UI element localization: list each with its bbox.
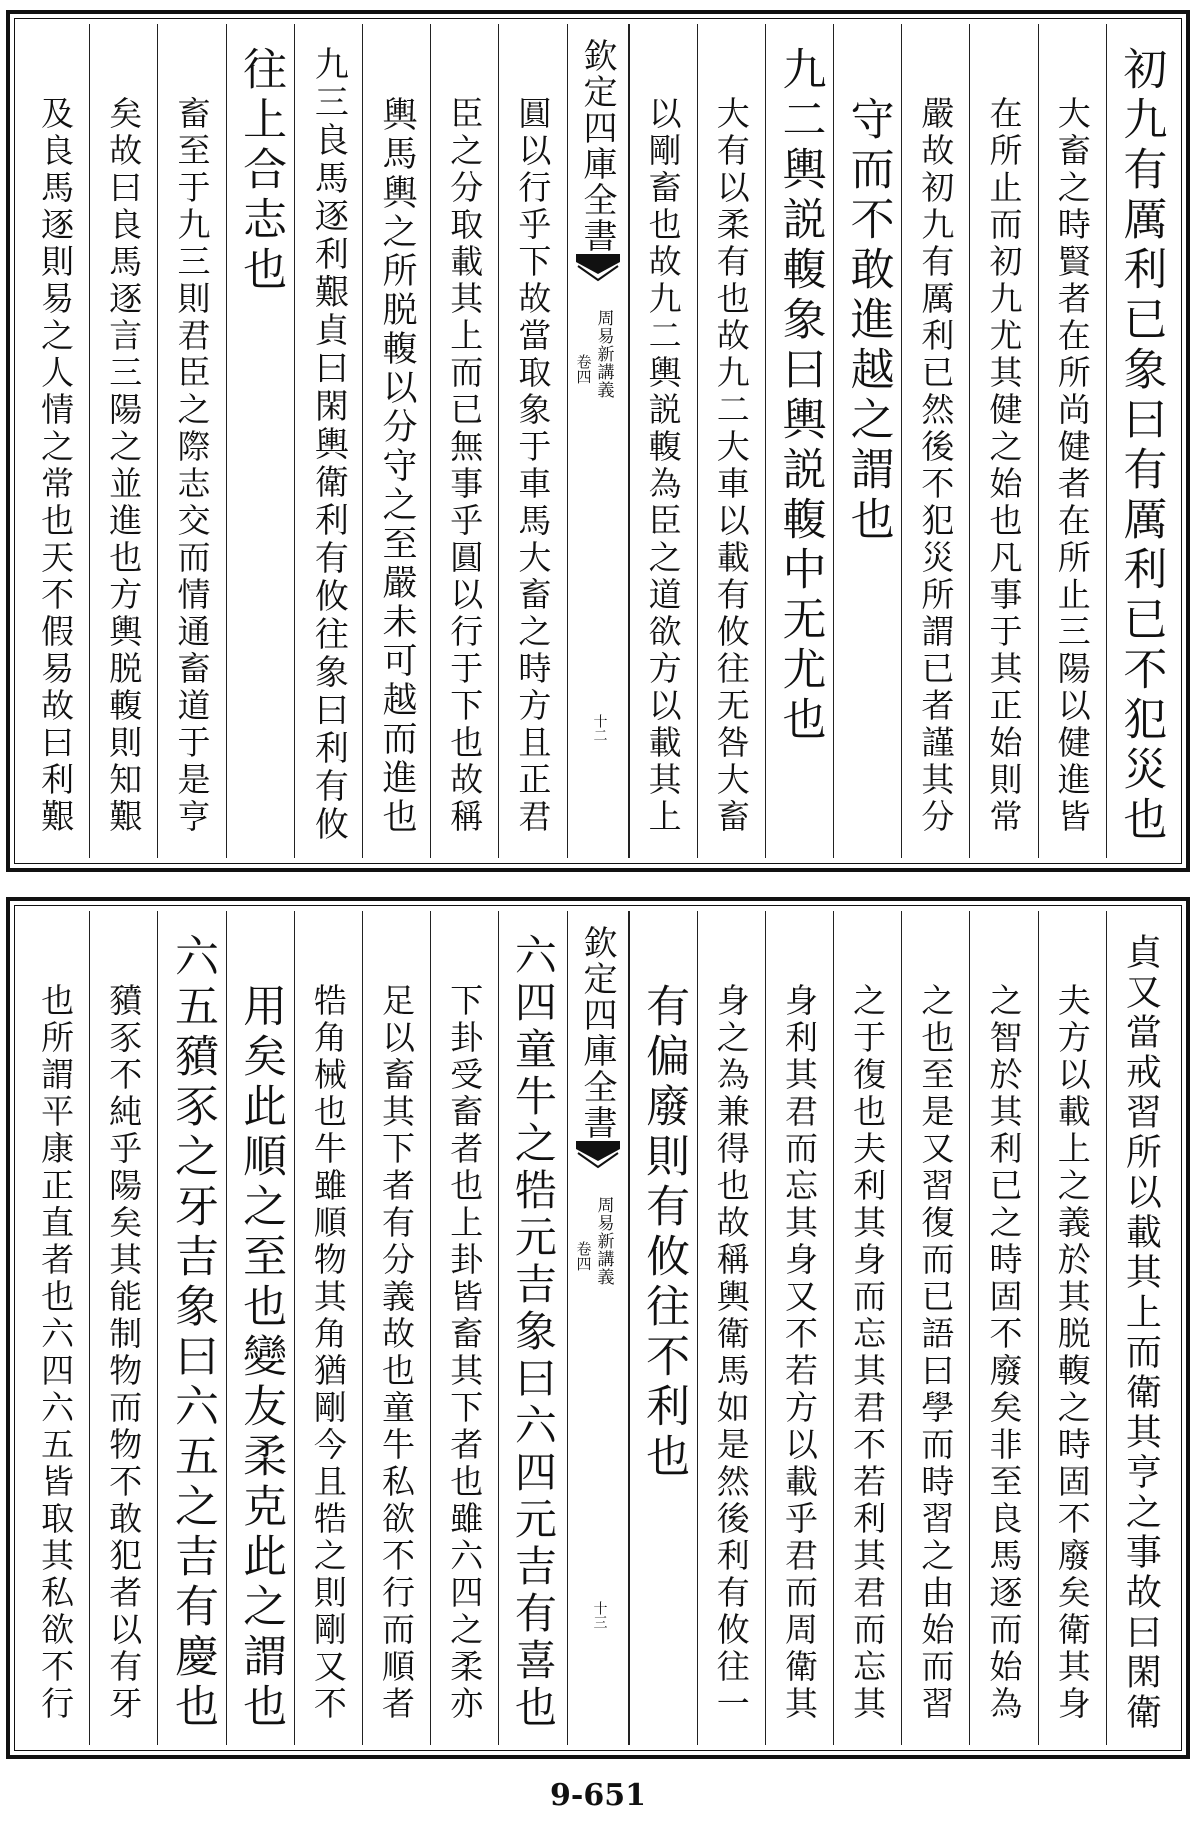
column-text: 身之為兼得也故稱輿衛馬如是然後利有攸往一 xyxy=(711,983,751,1723)
text-column xyxy=(294,24,362,858)
center-banner xyxy=(567,911,629,1745)
column-text: 之于復也夫利其身而忘其君不若利其君而忘其 xyxy=(848,983,888,1723)
text-column xyxy=(362,24,430,858)
column-text: 貞又當戒習所以載其上而衛其亨之事故曰閑衛 xyxy=(1120,933,1162,1733)
text-column xyxy=(833,24,901,858)
upper-page-columns xyxy=(22,24,1174,858)
text-column xyxy=(294,911,362,1745)
text-column xyxy=(765,911,833,1745)
text-column xyxy=(157,911,225,1745)
banner-book-title: 周易新講義 xyxy=(593,309,614,399)
text-column xyxy=(629,911,697,1745)
column-text: 之智於其利已之時固不廢矣非至良馬逐而始為 xyxy=(984,983,1024,1723)
page-number: 9-651 xyxy=(550,1778,646,1813)
column-text: 足以畜其下者有分義故也童牛私欲不行而順者 xyxy=(377,983,417,1723)
column-text: 圓以行乎下故當取象于車馬大畜之時方且正君 xyxy=(513,96,553,836)
text-column xyxy=(1038,24,1106,858)
text-column xyxy=(697,911,765,1745)
column-text: 在所止而初九尤其健之始也凡事于其正始則常 xyxy=(984,96,1024,836)
text-column xyxy=(498,911,566,1745)
text-column xyxy=(969,24,1037,858)
column-text: 輿馬輿之所脱輹以分守之至嚴未可越而進也 xyxy=(377,96,418,837)
banner-title: 欽定四庫全書 xyxy=(577,38,617,254)
column-text: 臣之分取載其上而已無事乎圓以行于下也故稱 xyxy=(445,96,485,836)
text-column xyxy=(22,24,89,858)
text-column xyxy=(1038,911,1106,1745)
column-text: 畜至于九三則君臣之際志交而情通畜道于是亨 xyxy=(172,96,212,836)
text-column xyxy=(969,911,1037,1745)
column-text: 牿角械也牛雖順物其角猶剛今且牿之則剛又不 xyxy=(308,983,348,1723)
column-text: 身利其君而忘其身又不若方以載乎君而周衛其 xyxy=(779,983,819,1723)
column-text: 九三良馬逐利艱貞曰閑輿衛利有攸往象曰利有攸 xyxy=(308,46,349,844)
column-text: 守而不敢進越之謂也 xyxy=(842,96,894,546)
text-column xyxy=(629,24,697,858)
text-column xyxy=(901,911,969,1745)
column-text: 大畜之時賢者在所尚健者在所止三陽以健進皆 xyxy=(1052,96,1092,836)
upper-page xyxy=(6,10,1190,872)
banner-volume: 卷四 xyxy=(574,354,593,384)
text-column xyxy=(430,911,498,1745)
text-column xyxy=(697,24,765,858)
column-text: 下卦受畜者也上卦皆畜其下者也雖六四之柔亦 xyxy=(445,983,485,1723)
column-text: 初九有厲利已象曰有厲利已不犯災也 xyxy=(1115,46,1167,846)
text-column xyxy=(226,911,294,1745)
column-text: 之也至是又習復而已語曰學而時習之由始而習 xyxy=(916,983,956,1723)
text-column xyxy=(89,24,157,858)
column-text: 有偏廢則有攸往不利也 xyxy=(638,983,690,1483)
text-column xyxy=(89,911,157,1745)
column-text: 及良馬逐則易之人情之常也天不假易故曰利艱 xyxy=(36,96,76,836)
column-text: 六四童牛之牿元吉象曰六四元吉有喜也 xyxy=(508,933,558,1732)
column-text: 往上合志也 xyxy=(235,46,287,296)
text-column xyxy=(765,24,833,858)
column-text: 豶豕不純乎陽矣其能制物而物不敢犯者以有牙 xyxy=(104,983,144,1723)
text-column xyxy=(1106,911,1174,1745)
column-text: 大有以柔有也故九二大車以載有攸往无咎大畜 xyxy=(711,96,751,836)
banner-book-title: 周易新講義 xyxy=(593,1196,614,1286)
text-column xyxy=(498,24,566,858)
fishtail-mark-icon xyxy=(576,252,620,286)
column-text: 夫方以載上之義於其脱輹之時固不廢矣衛其身 xyxy=(1052,983,1092,1723)
banner-folio: 十三 xyxy=(591,1601,608,1629)
column-text: 矣故曰良馬逐言三陽之並進也方輿脱輹則知艱 xyxy=(104,96,144,836)
text-column xyxy=(430,24,498,858)
text-column xyxy=(226,24,294,858)
banner-title: 欽定四庫全書 xyxy=(577,925,617,1141)
text-column xyxy=(157,24,225,858)
text-column xyxy=(362,911,430,1745)
text-column xyxy=(833,911,901,1745)
text-column xyxy=(1106,24,1174,858)
column-text: 也所謂平康正直者也六四六五皆取其私欲不行 xyxy=(36,983,76,1723)
banner-volume: 卷四 xyxy=(574,1241,593,1271)
column-text: 以剛畜也故九二輿説輹為臣之道欲方以載其上 xyxy=(643,96,683,836)
column-text: 九二輿説輹象曰輿説輹中无尤也 xyxy=(774,46,826,746)
column-text: 六五豶豕之牙吉象曰六五之吉有慶也 xyxy=(166,933,218,1733)
banner-folio: 十二 xyxy=(591,714,608,742)
center-banner xyxy=(567,24,629,858)
lower-page-columns xyxy=(22,911,1174,1745)
text-column xyxy=(22,911,89,1745)
column-text: 用矣此順之至也變友柔克此之謂也 xyxy=(235,983,287,1733)
column-text: 嚴故初九有厲利已然後不犯災所謂已者謹其分 xyxy=(916,96,956,836)
text-column xyxy=(901,24,969,858)
fishtail-mark-icon xyxy=(576,1139,620,1173)
lower-page xyxy=(6,897,1190,1759)
